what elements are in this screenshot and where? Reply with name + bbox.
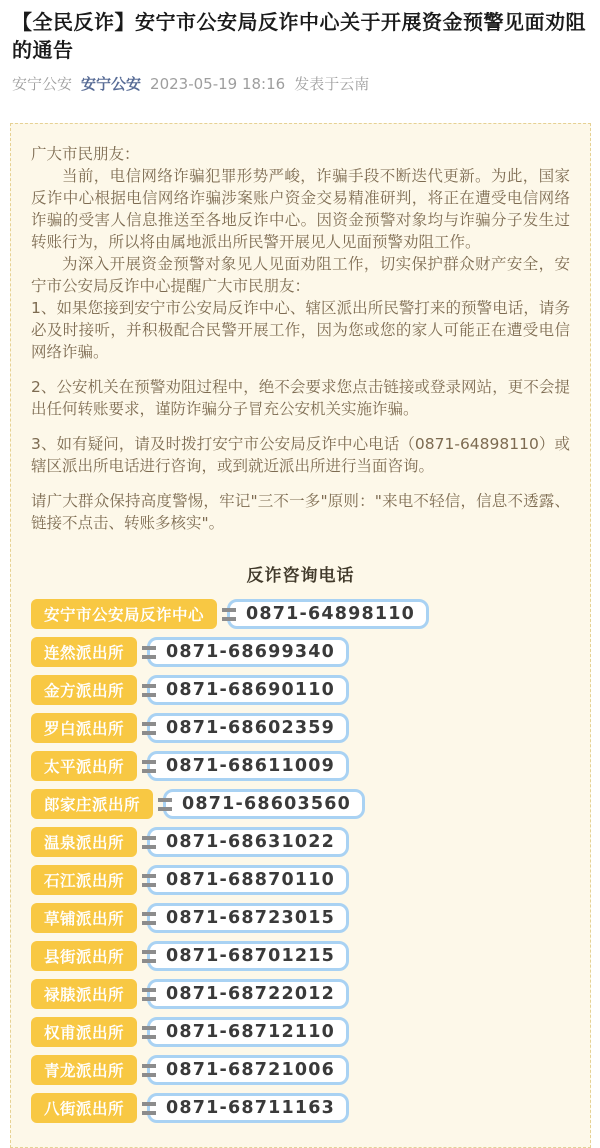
phone-row	[31, 865, 570, 895]
equals-icon	[142, 1026, 156, 1039]
phone-number: 0871-68711163	[147, 1093, 349, 1123]
phone-row	[31, 713, 570, 743]
equals-icon	[222, 608, 236, 621]
phone-row	[31, 637, 570, 667]
phone-row	[31, 903, 570, 933]
phone-row	[31, 675, 570, 705]
equals-icon	[142, 684, 156, 697]
phone-number: 0871-64898110	[227, 599, 429, 629]
paragraph-principle: 请广大群众保持高度警惕，牢记"三不一多"原则："来电不轻信，信息不透露、链接不点击、转账多核实"。	[31, 492, 570, 532]
paragraph-point-3: 3、如有疑问，请及时拨打安宁市公安局反诈中心电话（0871-64898110）或辖区派出所电话进行咨询，或到就近派出所进行当面咨询。	[31, 435, 570, 475]
phone-directory	[31, 599, 570, 1123]
station-name-badge: 郎家庄派出所	[31, 789, 153, 819]
page-title: 【全民反诈】安宁市公安局反诈中心关于开展资金预警见面劝阻的通告	[12, 10, 586, 62]
salutation: 广大市民朋友：	[31, 145, 140, 163]
phone-number: 0871-68721006	[147, 1055, 349, 1085]
phone-number: 0871-68712110	[147, 1017, 349, 1047]
equals-icon	[142, 950, 156, 963]
station-name-badge: 温泉派出所	[31, 827, 137, 857]
station-name-badge: 石江派出所	[31, 865, 137, 895]
station-name-badge: 安宁市公安局反诈中心	[31, 599, 217, 629]
phone-number: 0871-68631022	[147, 827, 349, 857]
phone-number: 0871-68602359	[147, 713, 349, 743]
phone-directory-heading: 反诈咨询电话	[246, 566, 355, 586]
equals-icon	[142, 836, 156, 849]
phone-row	[31, 599, 570, 629]
station-name-badge: 金方派出所	[31, 675, 137, 705]
equals-icon	[142, 874, 156, 887]
paragraph-point-2: 2、公安机关在预警劝阻过程中，绝不会要求您点击链接或登录网站，更不会提出任何转账要求，谨防诈骗分子冒充公安机关实施诈骗。	[31, 378, 570, 418]
paragraph-point-1: 1、如果您接到安宁市公安局反诈中心、辖区派出所民警打来的预警电话，请务必及时接听，并积极配合民警开展工作，因为您或您的家人可能正在遭受电信网络诈骗。	[31, 299, 570, 361]
station-name-badge: 禄脿派出所	[31, 979, 137, 1009]
byline	[12, 74, 588, 94]
equals-icon	[142, 760, 156, 773]
phone-number: 0871-68722012	[147, 979, 349, 1009]
station-name-badge: 八街派出所	[31, 1093, 137, 1123]
station-name-badge: 权甫派出所	[31, 1017, 137, 1047]
equals-icon	[142, 722, 156, 735]
phone-number: 0871-68603560	[163, 789, 365, 819]
equals-icon	[142, 912, 156, 925]
station-name-badge: 县街派出所	[31, 941, 137, 971]
byline-datetime: 2023-05-19 18:16	[150, 75, 286, 93]
station-name-badge: 太平派出所	[31, 751, 137, 781]
equals-icon	[158, 798, 172, 811]
phone-row	[31, 751, 570, 781]
phone-number: 0871-68611009	[147, 751, 349, 781]
notice-content-box	[10, 123, 591, 1148]
byline-location: 发表于云南	[294, 75, 370, 93]
station-name-badge: 罗白派出所	[31, 713, 137, 743]
phone-number: 0871-68699340	[147, 637, 349, 667]
phone-row	[31, 1093, 570, 1123]
equals-icon	[142, 988, 156, 1001]
station-name-badge: 青龙派出所	[31, 1055, 137, 1085]
equals-icon	[142, 646, 156, 659]
phone-number: 0871-68690110	[147, 675, 349, 705]
phone-row	[31, 1055, 570, 1085]
phone-row	[31, 789, 570, 819]
station-name-badge: 连然派出所	[31, 637, 137, 667]
byline-account-link[interactable]: 安宁公安	[81, 75, 142, 93]
phone-row	[31, 979, 570, 1009]
paragraph-reminder-intro: 为深入开展资金预警对象见人见面劝阻工作，切实保护群众财产安全，安宁市公安局反诈中心提醒广大市民朋友：	[31, 255, 570, 295]
phone-row	[31, 1017, 570, 1047]
article-page	[0, 8, 600, 1148]
equals-icon	[142, 1064, 156, 1077]
station-name-badge: 草铺派出所	[31, 903, 137, 933]
phone-row	[31, 827, 570, 857]
byline-author: 安宁公安	[12, 75, 73, 93]
phone-number: 0871-68701215	[147, 941, 349, 971]
paragraph-current-situation: 当前，电信网络诈骗犯罪形势严峻，诈骗手段不断迭代更新。为此，国家反诈中心根据电信网络诈骗涉案账户资金交易精准研判，将正在遭受电信网络诈骗的受害人信息推送至各地反诈中心。因资金预警对象均与诈骗分子发生过转账行为，所以将由属地派出所民警开展见人见面预警劝阻工作。	[31, 167, 570, 251]
equals-icon	[142, 1102, 156, 1115]
phone-number: 0871-68723015	[147, 903, 349, 933]
phone-number: 0871-68870110	[147, 865, 349, 895]
phone-row	[31, 941, 570, 971]
